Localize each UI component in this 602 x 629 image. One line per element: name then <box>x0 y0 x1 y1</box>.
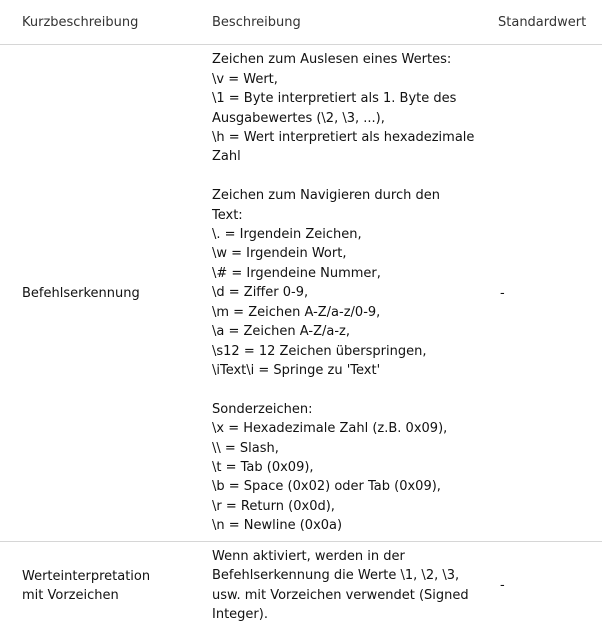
description-line: \v = Wert, <box>212 70 498 89</box>
row-label-line: Werteinterpretation <box>22 567 212 586</box>
description-line: Zeichen zum Auslesen eines Wertes: <box>212 50 498 69</box>
description-line: \h = Wert interpretiert als hexadezimale <box>212 128 498 147</box>
description-line: Wenn aktiviert, werden in der <box>212 547 498 566</box>
description-line: \w = Irgendein Wort, <box>212 244 498 263</box>
description-line: Befehlserkennung die Werte \1, \2, \3, <box>212 566 498 585</box>
table-row <box>0 45 602 542</box>
row-default-value <box>498 542 602 629</box>
description-line: \s12 = 12 Zeichen überspringen, <box>212 342 498 361</box>
description-line: Zeichen zum Navigieren durch den <box>212 186 498 205</box>
default-value: - <box>498 286 505 301</box>
row-description <box>212 542 498 629</box>
description-line: \x = Hexadezimale Zahl (z.B. 0x09), <box>212 419 498 438</box>
description-text <box>212 547 498 625</box>
description-line: Integer). <box>212 605 498 624</box>
description-line: usw. mit Vorzeichen verwendet (Signed <box>212 586 498 605</box>
paragraph-gap <box>212 380 498 399</box>
table-row <box>0 542 602 629</box>
header-default-value: Standardwert <box>498 0 602 45</box>
header-short-description: Kurzbeschreibung <box>0 0 212 45</box>
description-line: Text: <box>212 206 498 225</box>
description-line: Sonderzeichen: <box>212 400 498 419</box>
description-line: \n = Newline (0x0a) <box>212 516 498 535</box>
table-header-row <box>0 0 602 45</box>
description-line: \\ = Slash, <box>212 439 498 458</box>
row-label <box>22 567 212 605</box>
header-description: Beschreibung <box>212 0 498 45</box>
description-line: Ausgabewertes (\2, \3, ...), <box>212 109 498 128</box>
description-text <box>212 50 498 535</box>
description-line: Zahl <box>212 147 498 166</box>
description-line: \1 = Byte interpretiert als 1. Byte des <box>212 89 498 108</box>
description-line: \d = Ziffer 0-9, <box>212 283 498 302</box>
row-default-value <box>498 45 602 542</box>
row-label: Befehlserkennung <box>22 286 140 301</box>
description-line: \# = Irgendeine Nummer, <box>212 264 498 283</box>
row-short-description <box>0 542 212 629</box>
description-line: \r = Return (0x0d), <box>212 497 498 516</box>
row-short-description <box>0 45 212 542</box>
default-value: - <box>498 578 505 593</box>
row-description <box>212 45 498 542</box>
description-line: \iText\i = Springe zu 'Text' <box>212 361 498 380</box>
description-line: \a = Zeichen A-Z/a-z, <box>212 322 498 341</box>
description-line: \b = Space (0x02) oder Tab (0x09), <box>212 477 498 496</box>
description-line: \m = Zeichen A-Z/a-z/0-9, <box>212 303 498 322</box>
description-line: \t = Tab (0x09), <box>212 458 498 477</box>
row-label-line: mit Vorzeichen <box>22 586 212 605</box>
description-line: \. = Irgendein Zeichen, <box>212 225 498 244</box>
paragraph-gap <box>212 167 498 186</box>
